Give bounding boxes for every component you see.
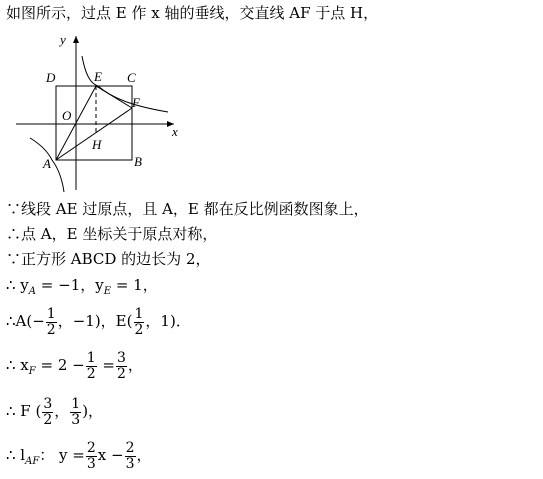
label-h: H xyxy=(92,137,102,152)
step-8-c: x − xyxy=(97,446,124,464)
step-6 xyxy=(6,348,143,389)
label-b: B xyxy=(134,154,142,169)
step-8-b: ： y = xyxy=(39,446,85,464)
step-5-b: ，−1)，E( xyxy=(57,312,133,330)
step-5-c: ，1)． xyxy=(145,312,191,330)
step-7-a: ∴ F ( xyxy=(6,402,42,420)
step-8-frac-1 xyxy=(86,441,97,472)
step-6-num-1: 1 xyxy=(86,349,96,366)
label-e: E xyxy=(94,69,102,84)
step-5-num-2: 1 xyxy=(134,305,144,322)
step-6-num-2: 3 xyxy=(116,349,126,366)
step-6-b: = 2 − xyxy=(35,356,85,374)
geometry-figure xyxy=(12,28,202,193)
step-5-frac-2 xyxy=(134,307,145,338)
step-4-sub-e: E xyxy=(103,286,112,297)
step-5-num-1: 1 xyxy=(46,305,56,322)
step-8-num-1: 2 xyxy=(86,439,96,456)
label-c: C xyxy=(127,70,136,85)
step-4-sub-a: A xyxy=(28,286,37,297)
step-4-end: = 1， xyxy=(111,276,158,294)
step-8-sub-af: AF xyxy=(25,456,40,467)
step-6-d: ， xyxy=(127,356,143,374)
step-6-a: ∴ x xyxy=(6,356,29,374)
step-6-c: = xyxy=(97,356,115,374)
label-y: y xyxy=(60,32,66,47)
intro-line: 如图所示，过点 E 作 x 轴的垂线，交直线 AF 于点 H， xyxy=(6,4,379,22)
step-7-frac-1 xyxy=(42,397,53,428)
label-o: O xyxy=(62,108,72,123)
step-1: ∵线段 AE 过原点，且 A，E 都在反比例函数图象上， xyxy=(6,200,369,218)
step-5 xyxy=(6,304,191,338)
step-4 xyxy=(6,276,158,301)
step-6-frac-1 xyxy=(86,351,97,382)
step-7-den-2: 3 xyxy=(71,411,81,428)
step-6-den-1: 2 xyxy=(86,365,96,382)
step-7-frac-2 xyxy=(70,397,81,428)
step-5-den-2: 2 xyxy=(134,321,144,338)
step-8-num-2: 2 xyxy=(125,439,135,456)
label-a: A xyxy=(43,156,51,171)
step-7-num-1: 3 xyxy=(43,395,53,412)
step-7 xyxy=(6,394,103,428)
step-7-b: ， xyxy=(54,402,70,420)
step-6-frac-2 xyxy=(116,351,127,382)
step-6-sub-f: F xyxy=(28,366,36,377)
step-8 xyxy=(6,438,152,479)
step-7-c: )， xyxy=(82,402,104,420)
step-7-num-2: 1 xyxy=(71,395,81,412)
step-4-mid: = −1，y xyxy=(36,276,104,294)
step-7-den-1: 2 xyxy=(43,411,53,428)
step-8-den-2: 3 xyxy=(125,455,135,472)
step-3: ∵正方形 ABCD 的边长为 2， xyxy=(6,250,211,268)
y-axis-arrow xyxy=(73,36,79,43)
step-4-prefix: ∴ y xyxy=(6,276,29,294)
step-5-den-1: 2 xyxy=(46,321,56,338)
step-2: ∴点 A，E 坐标关于原点对称， xyxy=(6,225,218,243)
label-x: x xyxy=(172,124,178,139)
label-f: F xyxy=(132,95,140,110)
segment-ef xyxy=(96,86,132,108)
step-8-frac-2 xyxy=(125,441,136,472)
step-5-frac-1 xyxy=(46,307,57,338)
label-d: D xyxy=(46,70,56,85)
step-8-d: ， xyxy=(136,446,152,464)
step-8-a: ∴ l xyxy=(6,446,26,464)
step-5-a: ∴A(− xyxy=(6,312,45,330)
step-8-den-1: 3 xyxy=(86,455,96,472)
step-6-den-2: 2 xyxy=(116,365,126,382)
